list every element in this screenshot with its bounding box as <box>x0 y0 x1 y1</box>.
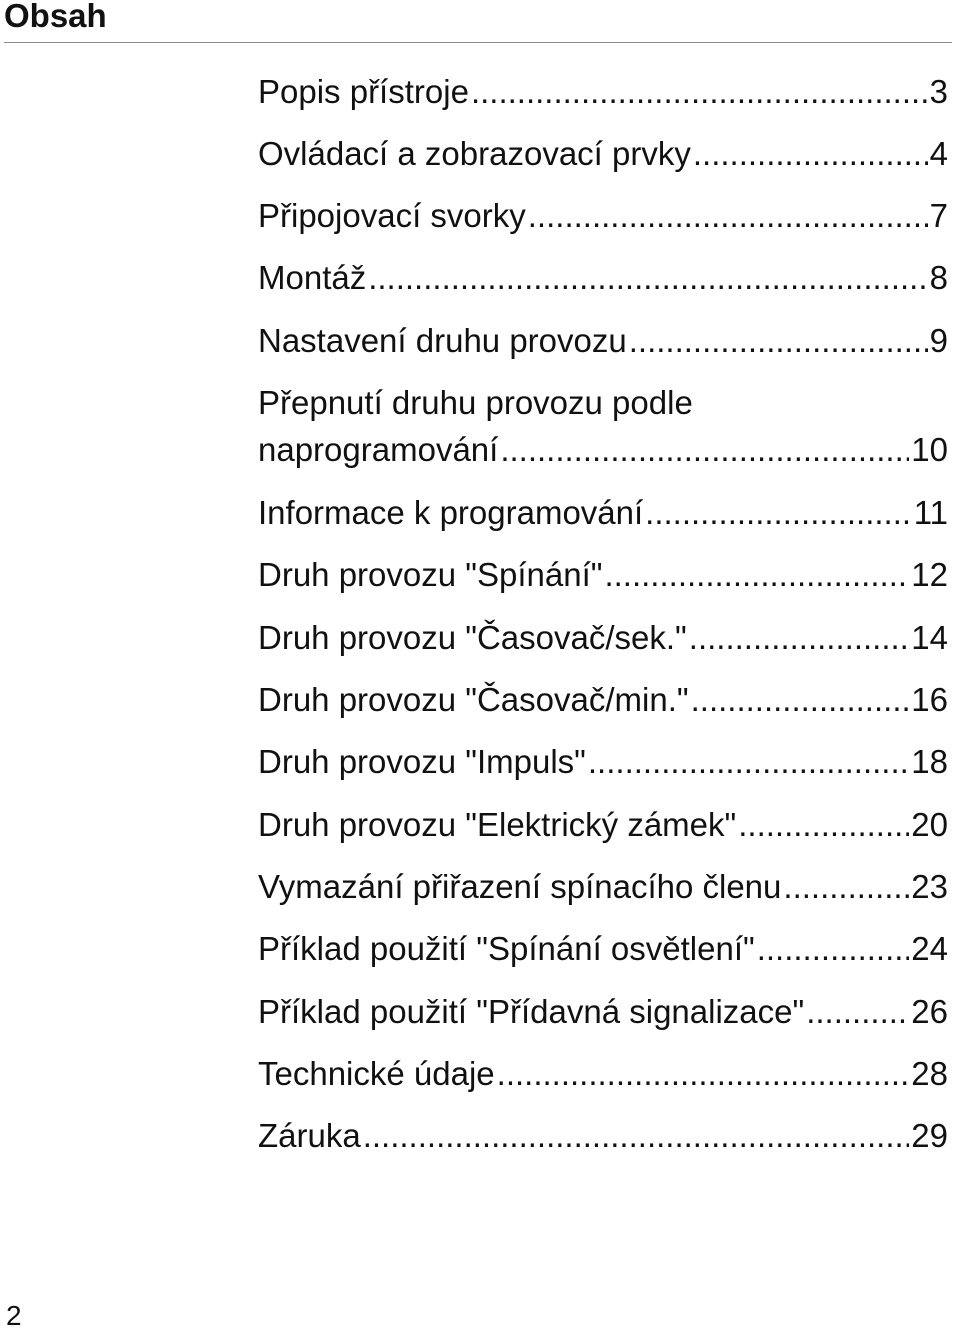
toc-entry-page: 26 <box>911 993 948 1030</box>
toc-entry-title: Příklad použití "Spínání osvětlení" <box>258 930 755 967</box>
toc-entry[interactable] <box>258 1114 948 1158</box>
toc-entry-page: 10 <box>911 431 948 468</box>
toc-dot-leader <box>471 70 928 114</box>
toc-entry-page: 14 <box>911 619 948 656</box>
page-number: 2 <box>6 1300 22 1331</box>
toc-entry[interactable] <box>258 740 948 784</box>
toc-entry-page: 12 <box>911 556 948 593</box>
toc-entry-page: 29 <box>911 1117 948 1154</box>
toc-entry[interactable] <box>258 553 948 597</box>
toc-entry-page: 11 <box>913 494 948 531</box>
toc-dot-leader <box>528 194 928 238</box>
toc-entry[interactable] <box>258 990 948 1034</box>
toc-entry-title: Druh provozu "Časovač/min." <box>258 681 689 718</box>
toc-dot-leader <box>588 740 909 784</box>
toc-dot-leader <box>693 132 928 176</box>
toc-entry-page: 23 <box>911 868 948 905</box>
toc-entry[interactable] <box>258 803 948 847</box>
toc-dot-leader <box>689 616 910 660</box>
toc-entry-page: 20 <box>911 806 948 843</box>
toc-entry-title: Druh provozu "Impuls" <box>258 743 586 780</box>
toc-entry[interactable] <box>258 616 948 660</box>
toc-entry-page: 3 <box>929 73 948 110</box>
toc-dot-leader <box>497 1052 910 1096</box>
toc-entry-page: 9 <box>929 322 948 359</box>
toc-entry[interactable] <box>258 491 948 535</box>
toc-entry-page: 24 <box>911 930 948 967</box>
toc-entry[interactable] <box>258 865 948 909</box>
toc-entry-title: naprogramování <box>258 431 499 468</box>
toc-entry-title: Záruka <box>258 1117 361 1154</box>
toc-dot-leader <box>738 803 909 847</box>
toc-entry[interactable] <box>258 132 948 176</box>
toc-entry[interactable] <box>258 927 948 971</box>
toc-entry-page: 8 <box>929 259 948 296</box>
toc-entry-title: Druh provozu "Časovač/sek." <box>258 619 687 656</box>
toc-entry-title: Popis přístroje <box>258 73 469 110</box>
toc-entry-title: Nastavení druhu provozu <box>258 322 627 359</box>
toc-dot-leader <box>783 865 909 909</box>
toc-entry-title: Montáž <box>258 259 367 296</box>
toc-entry[interactable] <box>258 1052 948 1096</box>
toc-dot-leader <box>368 256 927 300</box>
toc-entry-page: 7 <box>929 197 948 234</box>
toc-dot-leader <box>363 1114 910 1158</box>
toc-dot-leader <box>645 491 912 535</box>
heading-divider <box>4 42 952 43</box>
toc-entry-page: 28 <box>911 1055 948 1092</box>
toc-entry[interactable] <box>258 70 948 114</box>
toc-entry-page: 18 <box>911 743 948 780</box>
toc-entry[interactable] <box>258 194 948 238</box>
toc-entry-title: Technické údaje <box>258 1055 495 1092</box>
toc-entry[interactable] <box>258 319 948 363</box>
toc-entry-title: Informace k programování <box>258 494 644 531</box>
toc-dot-leader <box>806 990 909 1034</box>
toc-entry-title: Příklad použití "Přídavná signalizace" <box>258 993 805 1030</box>
toc-entry[interactable] <box>258 256 948 300</box>
toc-entry[interactable] <box>258 678 948 722</box>
toc-entry-title: Připojovací svorky <box>258 197 526 234</box>
toc-entry-page: 16 <box>911 681 948 718</box>
toc-entry-page: 4 <box>929 135 948 172</box>
toc-dot-leader <box>604 553 909 597</box>
toc-entry-multiline[interactable] <box>258 384 948 472</box>
toc-entry-title: Druh provozu "Elektrický zámek" <box>258 806 737 843</box>
page-heading: Obsah <box>4 0 107 34</box>
toc-dot-leader <box>500 428 909 472</box>
toc-dot-leader <box>629 319 928 363</box>
toc-dot-leader <box>691 678 910 722</box>
toc-entry-title: Vymazání přiřazení spínacího členu <box>258 868 782 905</box>
toc-entry-title: Druh provozu "Spínání" <box>258 556 603 593</box>
toc-entry-title-line1: Přepnutí druhu provozu podle <box>258 384 693 421</box>
toc-dot-leader <box>757 927 910 971</box>
toc-entry-title: Ovládací a zobrazovací prvky <box>258 135 691 172</box>
